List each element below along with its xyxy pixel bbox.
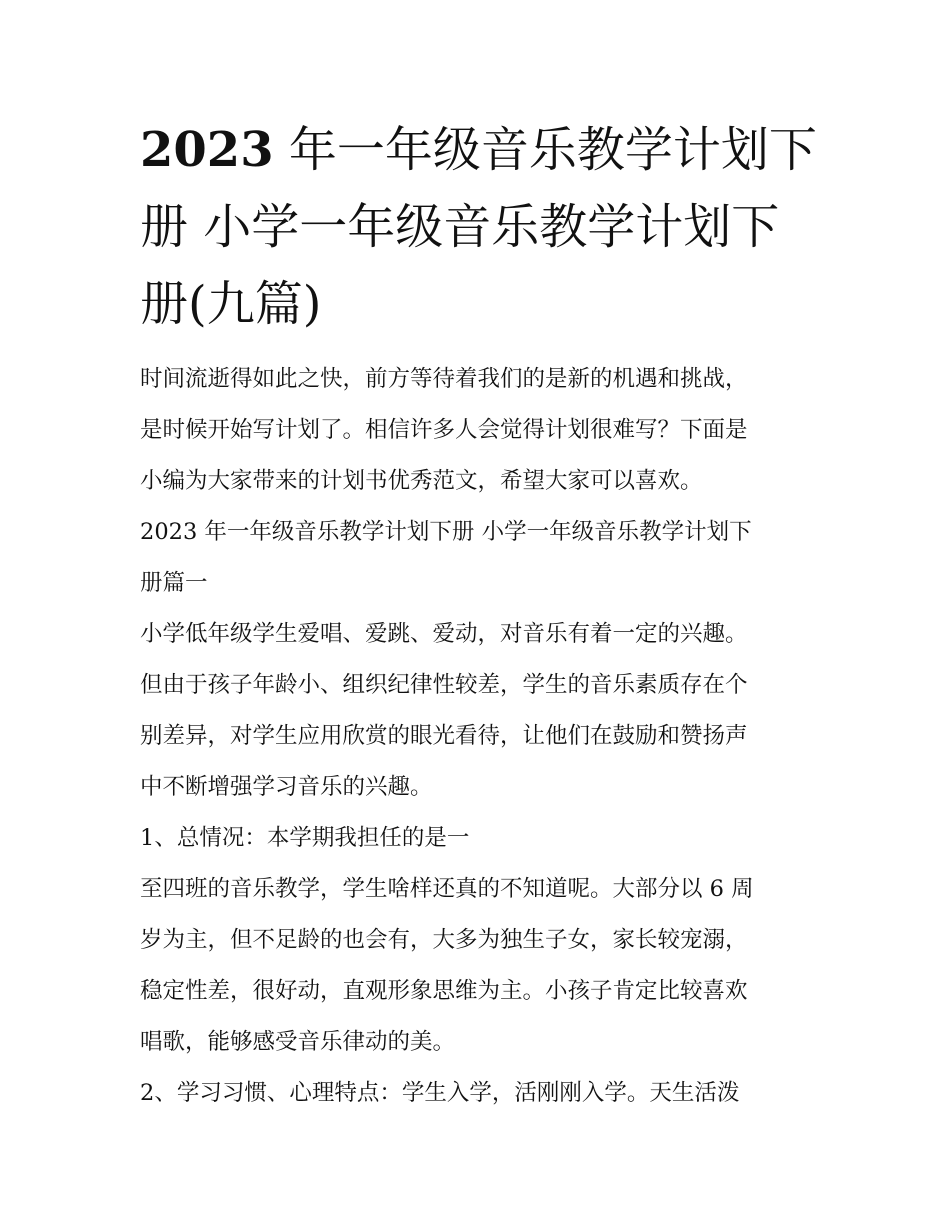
body-line-11: 稳定性差，很好动，直观形象思维为主。小孩子肯定比较喜欢 xyxy=(140,978,748,1004)
body-line-8: 1、总情况：本学期我担任的是一 xyxy=(140,825,470,851)
section-heading-line-2: 册篇一 xyxy=(140,570,208,596)
title-year: 2023 xyxy=(140,122,274,178)
body-line-4: 小学低年级学生爱唱、爱跳、爱动，对音乐有着一定的兴趣。 xyxy=(140,621,748,647)
section-heading-line-1: 2023 年一年级音乐教学计划下册 小学一年级音乐教学计划下 xyxy=(140,519,752,545)
title-line-3: 册(九篇) xyxy=(140,276,322,332)
body-line-9: 至四班的音乐教学，学生啥样还真的不知道呢。大部分以 6 周 xyxy=(140,876,754,902)
document-title xyxy=(140,112,820,343)
body-line-13: 2、学习习惯、心理特点：学生入学，活刚刚入学。天生活泼 xyxy=(140,1080,740,1106)
title-line-2: 册 小学一年级音乐教学计划下 xyxy=(140,199,780,255)
title-line-1-text: 年一年级音乐教学计划下 xyxy=(273,122,817,178)
body-line-12: 唱歌，能够感受音乐律动的美。 xyxy=(140,1029,456,1055)
body-line-3: 小编为大家带来的计划书优秀范文，希望大家可以喜欢。 xyxy=(140,468,703,494)
body-line-5: 但由于孩子年龄小、组织纪律性较差，学生的音乐素质存在个 xyxy=(140,672,748,698)
body-line-6: 别差异，对学生应用欣赏的眼光看待，让他们在鼓励和赞扬声 xyxy=(140,723,748,749)
body-line-7: 中不断增强学习音乐的兴趣。 xyxy=(140,774,433,800)
body-line-1: 时间流逝得如此之快，前方等待着我们的是新的机遇和挑战， xyxy=(140,366,748,392)
title-line-1 xyxy=(140,112,820,189)
body-line-2: 是时候开始写计划了。相信许多人会觉得计划很难写？下面是 xyxy=(140,417,748,443)
body-line-10: 岁为主，但不足龄的也会有，大多为独生子女，家长较宠溺， xyxy=(140,927,748,953)
